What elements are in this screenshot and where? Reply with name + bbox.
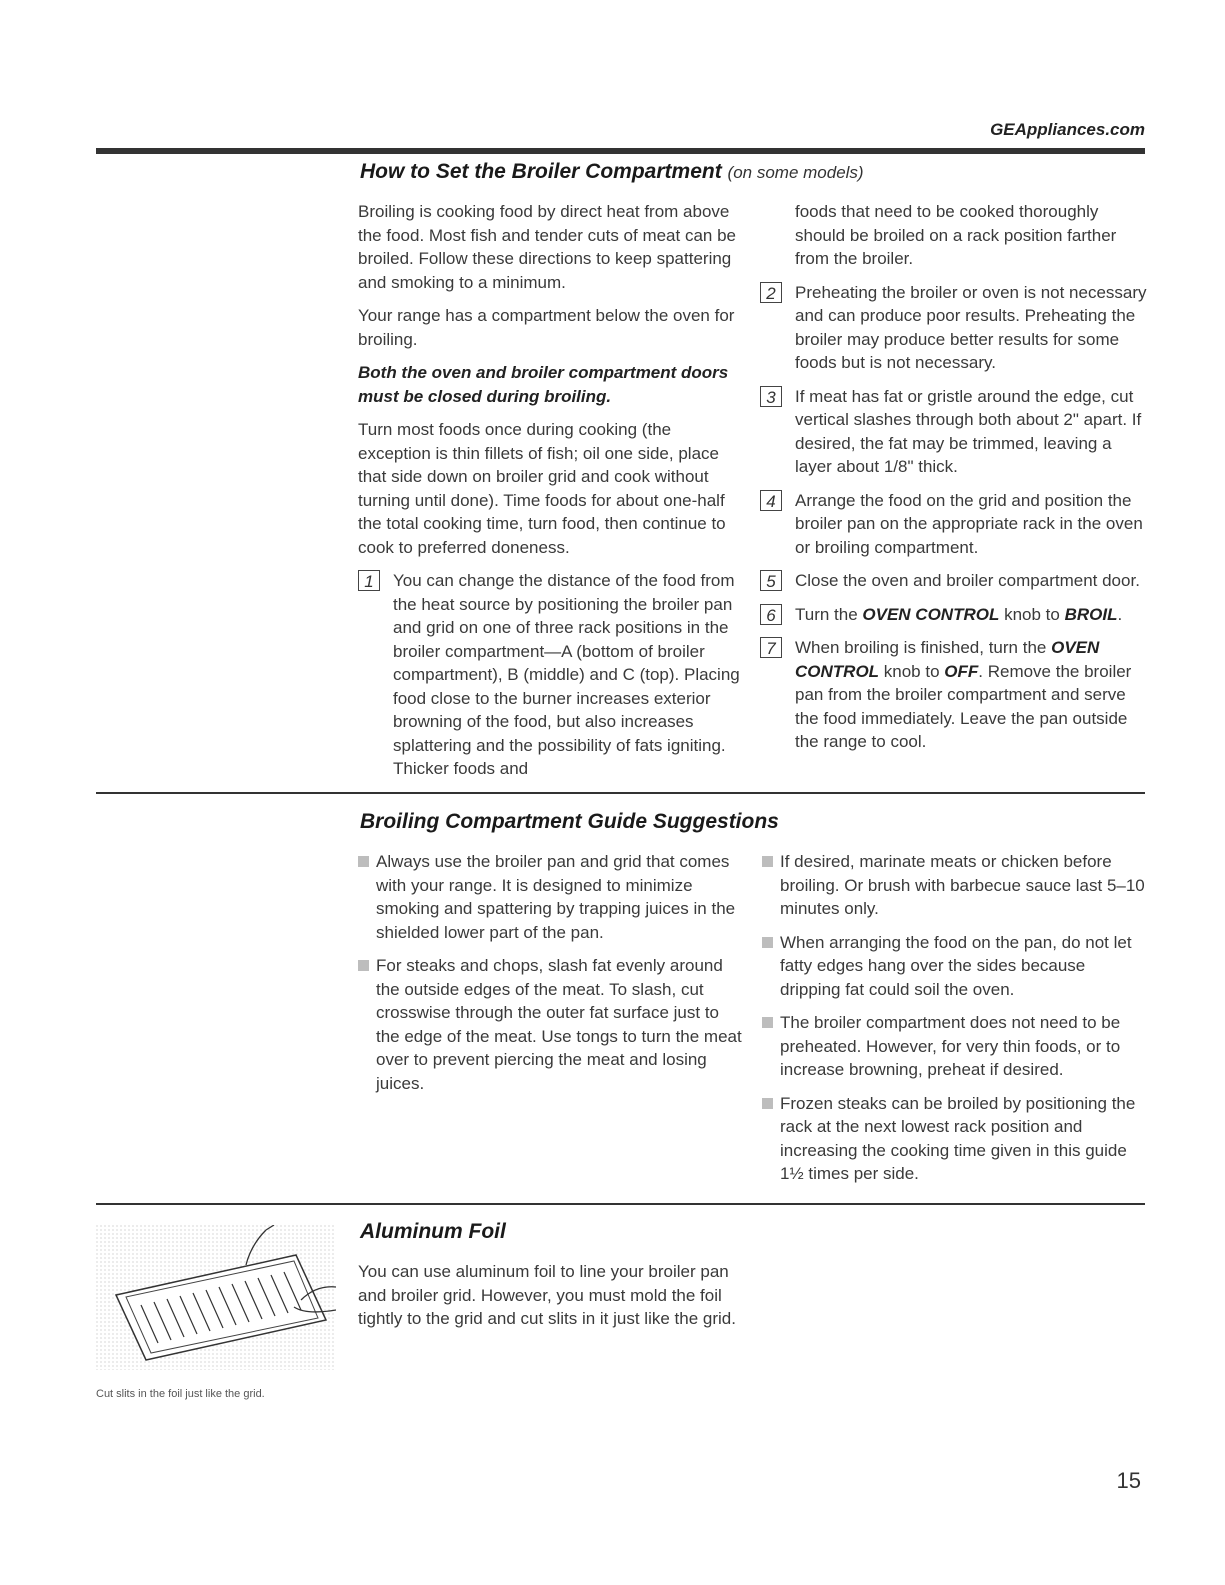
broiler-title-text: How to Set the Broiler Compartment [360, 160, 722, 183]
top-rule [96, 148, 1145, 154]
step-7 [760, 636, 1150, 754]
step-text: Arrange the food on the grid and position the broiler pan on the appropriate rack in the oven or broiling compartment. [795, 490, 1143, 557]
page-number: 15 [1116, 1468, 1141, 1493]
step-6 [760, 603, 1150, 627]
paragraph: Your range has a compartment below the oven for broiling. [358, 306, 735, 349]
step-text [795, 638, 1131, 751]
text-run: knob to [999, 604, 1065, 624]
paragraph: You can use aluminum foil to line your broiler pan and broiler grid. However, you must mold the foil tightly to the grid and cut slits in it just like the grid. [358, 1262, 736, 1328]
paragraph: Turn most foods once during cooking (the exception is thin fillets of fish; oil one side, place that side down on broiler grid and cook without turning until done). Time foods for about one-half the total cooking time, turn food, then continue to cook to preferred doneness. [358, 420, 726, 557]
step-number-box: 4 [760, 490, 782, 511]
broiler-right-column [760, 200, 1150, 764]
step-text: You can change the distance of the food from the heat source by positioning the broiler pan and grid on one of three rack positions in the broiler compartment—A (bottom of broiler compartment), B (middle) and C (top). Placing food close to the burner increases exterior browning of the food, but also increases splattering and the possibility of fats igniting. Thicker foods and [393, 571, 740, 778]
step-text [795, 605, 1122, 624]
step-text: Preheating the broiler or oven is not necessary and can produce poor results. Preheating the broiler may produce better results for some foods but is not necessary. [795, 282, 1147, 372]
step-number-box: 6 [760, 604, 782, 625]
guide-bullet [762, 1011, 1147, 1082]
step-number-box: 5 [760, 570, 782, 591]
step-text: Close the oven and broiler compartment door. [795, 571, 1140, 590]
broiler-section-title [360, 160, 864, 184]
broiler-left-column [358, 200, 743, 791]
step-2 [760, 281, 1150, 375]
foil-text-column [358, 1260, 743, 1341]
text-run: Turn the [795, 604, 863, 624]
bullet-text: When arranging the food on the pan, do not let fatty edges hang over the sides because dripping fat could soil the oven. [780, 932, 1132, 999]
bullet-square-icon [762, 937, 773, 948]
bullet-square-icon [358, 960, 369, 971]
bullet-text: If desired, marinate meats or chicken before broiling. Or brush with barbecue sauce last 5–10 minutes only. [780, 852, 1145, 918]
step-5 [760, 569, 1150, 593]
setting-name: BROIL [1064, 604, 1118, 624]
bullet-square-icon [762, 856, 773, 867]
step-text: foods that need to be cooked thoroughly should be broiled on a rack position farther from the broiler. [795, 202, 1117, 268]
bullet-text: Frozen steaks can be broiled by positioning the rack at the next lowest rack position and increasing the cooking time given in this guide 1½ times per side. [780, 1093, 1136, 1183]
step-1-continued [760, 200, 1150, 271]
step-1 [358, 569, 743, 781]
text-run: knob to [879, 661, 945, 681]
broiler-pan-foil-illustration [96, 1225, 336, 1370]
guide-section-title: Broiling Compartment Guide Suggestions [360, 810, 779, 833]
setting-name: OFF [944, 661, 979, 681]
broiler-subtitle: (on some models) [727, 163, 864, 182]
step-number-box: 7 [760, 637, 782, 658]
bullet-text: For steaks and chops, slash fat evenly around the outside edges of the meat. To slash, cut crosswise through the outer fat surface just to the edge of the meat. Use tongs to turn the meat over to prevent piercing the meat and losing juices. [376, 956, 742, 1093]
step-4 [760, 489, 1150, 560]
guide-bullet [762, 1092, 1147, 1186]
guide-bullet [762, 850, 1147, 921]
illustration-caption: Cut slits in the foil just like the grid. [96, 1388, 265, 1400]
bullet-square-icon [762, 1017, 773, 1028]
step-3 [760, 385, 1150, 479]
text-run: When broiling is finished, turn the [795, 638, 1052, 657]
step-number-box: 1 [358, 570, 380, 591]
bullet-square-icon [762, 1098, 773, 1109]
section-divider [96, 792, 1145, 794]
step-text: If meat has fat or gristle around the edge, cut vertical slashes through both about 2" apart. If desired, the fat may be trimmed, leaving a layer about 1/8" thick. [795, 386, 1142, 476]
bullet-text: Always use the broiler pan and grid that comes with your range. It is designed to minimize smoking and spattering by trapping juices in the shielded lower part of the pan. [376, 852, 736, 942]
text-run: . [1117, 604, 1123, 624]
warning-text: Both the oven and broiler compartment doors must be closed during broiling. [358, 363, 729, 406]
guide-bullet [358, 850, 743, 944]
paragraph: Broiling is cooking food by direct heat from above the food. Most fish and tender cuts of meat can be broiled. Follow these directions to keep spattering and smoking to a minimum. [358, 202, 737, 292]
bullet-square-icon [358, 856, 369, 867]
control-name: OVEN CONTROL [862, 604, 1000, 624]
step-number-box: 2 [760, 282, 782, 303]
guide-bullet [358, 954, 743, 1095]
bullet-text: The broiler compartment does not need to be preheated. However, for very thin foods, or to increase browning, preheat if desired. [780, 1013, 1121, 1079]
step-number-box: 3 [760, 386, 782, 407]
guide-left-column [358, 850, 743, 1105]
control-name: OVEN CONTROL [795, 638, 1100, 681]
foil-section-title: Aluminum Foil [360, 1220, 506, 1243]
guide-right-column [762, 850, 1147, 1196]
section-divider [96, 1203, 1145, 1205]
guide-bullet [762, 931, 1147, 1002]
site-url: GEAppliances.com [990, 120, 1145, 139]
text-run: . Remove the broiler pan from the broiler compartment and serve the food immediately. Leave the pan outside the range to cool. [795, 661, 1132, 751]
